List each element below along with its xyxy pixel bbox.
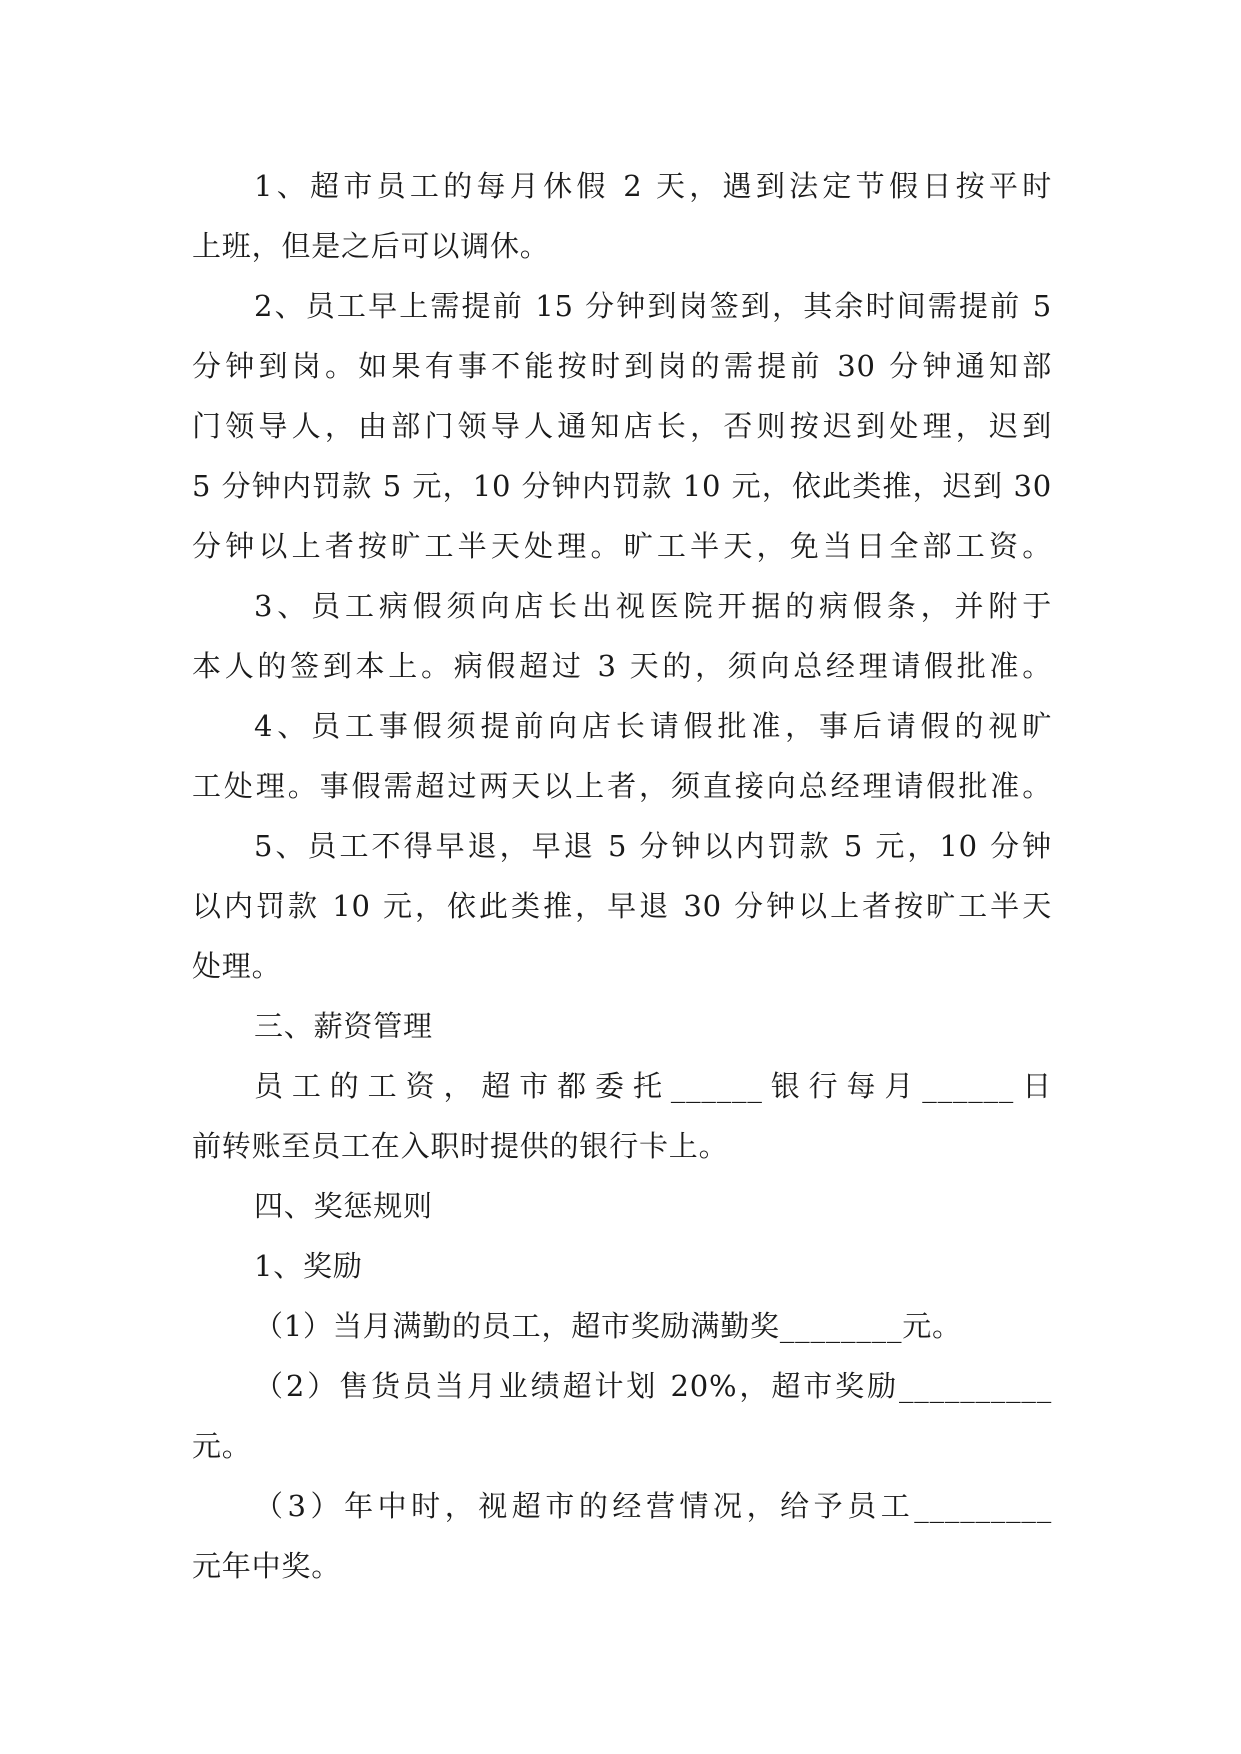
line-17: 前转账至员工在入职时提供的银行卡上。	[192, 1129, 729, 1163]
line-2: 上班，但是之后可以调休。	[192, 229, 550, 263]
line-14: 处理。	[192, 949, 282, 983]
line-11: 工处理。事假需超过两天以上者，须直接向总经理请假批准。	[192, 769, 1052, 803]
line-3: 2、员工早上需提前 15 分钟到岗签到，其余时间需提前 5	[254, 289, 1052, 323]
line-21: （2）售货员当月业绩超计划 20%，超市奖励__________	[254, 1369, 1052, 1403]
line-23: （3）年中时，视超市的经营情况，给予员工_________	[254, 1489, 1052, 1523]
line-22: 元。	[192, 1429, 252, 1463]
section-heading-salary: 三、薪资管理	[254, 1009, 433, 1043]
section-heading-rewards: 四、奖惩规则	[254, 1189, 433, 1223]
line-6: 5 分钟内罚款 5 元，10 分钟内罚款 10 元，依此类推，迟到 30	[192, 469, 1052, 503]
line-5: 门领导人，由部门领导人通知店长，否则按迟到处理，迟到	[192, 409, 1052, 443]
line-20: （1）当月满勤的员工，超市奖励满勤奖________元。	[254, 1309, 962, 1343]
subheading-rewards: 1、奖励	[254, 1249, 363, 1283]
line-13: 以内罚款 10 元，依此类推，早退 30 分钟以上者按旷工半天	[192, 889, 1052, 923]
line-8: 3、员工病假须向店长出视医院开据的病假条，并附于	[254, 589, 1052, 623]
line-12: 5、员工不得早退，早退 5 分钟以内罚款 5 元，10 分钟	[254, 829, 1052, 863]
line-7: 分钟以上者按旷工半天处理。旷工半天，免当日全部工资。	[192, 529, 1052, 563]
line-10: 4、员工事假须提前向店长请假批准，事后请假的视旷	[254, 709, 1052, 743]
line-1: 1、超市员工的每月休假 2 天，遇到法定节假日按平时	[254, 169, 1052, 203]
line-9: 本人的签到本上。病假超过 3 天的，须向总经理请假批准。	[192, 649, 1052, 683]
line-24: 元年中奖。	[192, 1549, 342, 1583]
line-16: 员工的工资，超市都委托______银行每月______日	[254, 1069, 1052, 1103]
line-4: 分钟到岗。如果有事不能按时到岗的需提前 30 分钟通知部	[192, 349, 1052, 383]
